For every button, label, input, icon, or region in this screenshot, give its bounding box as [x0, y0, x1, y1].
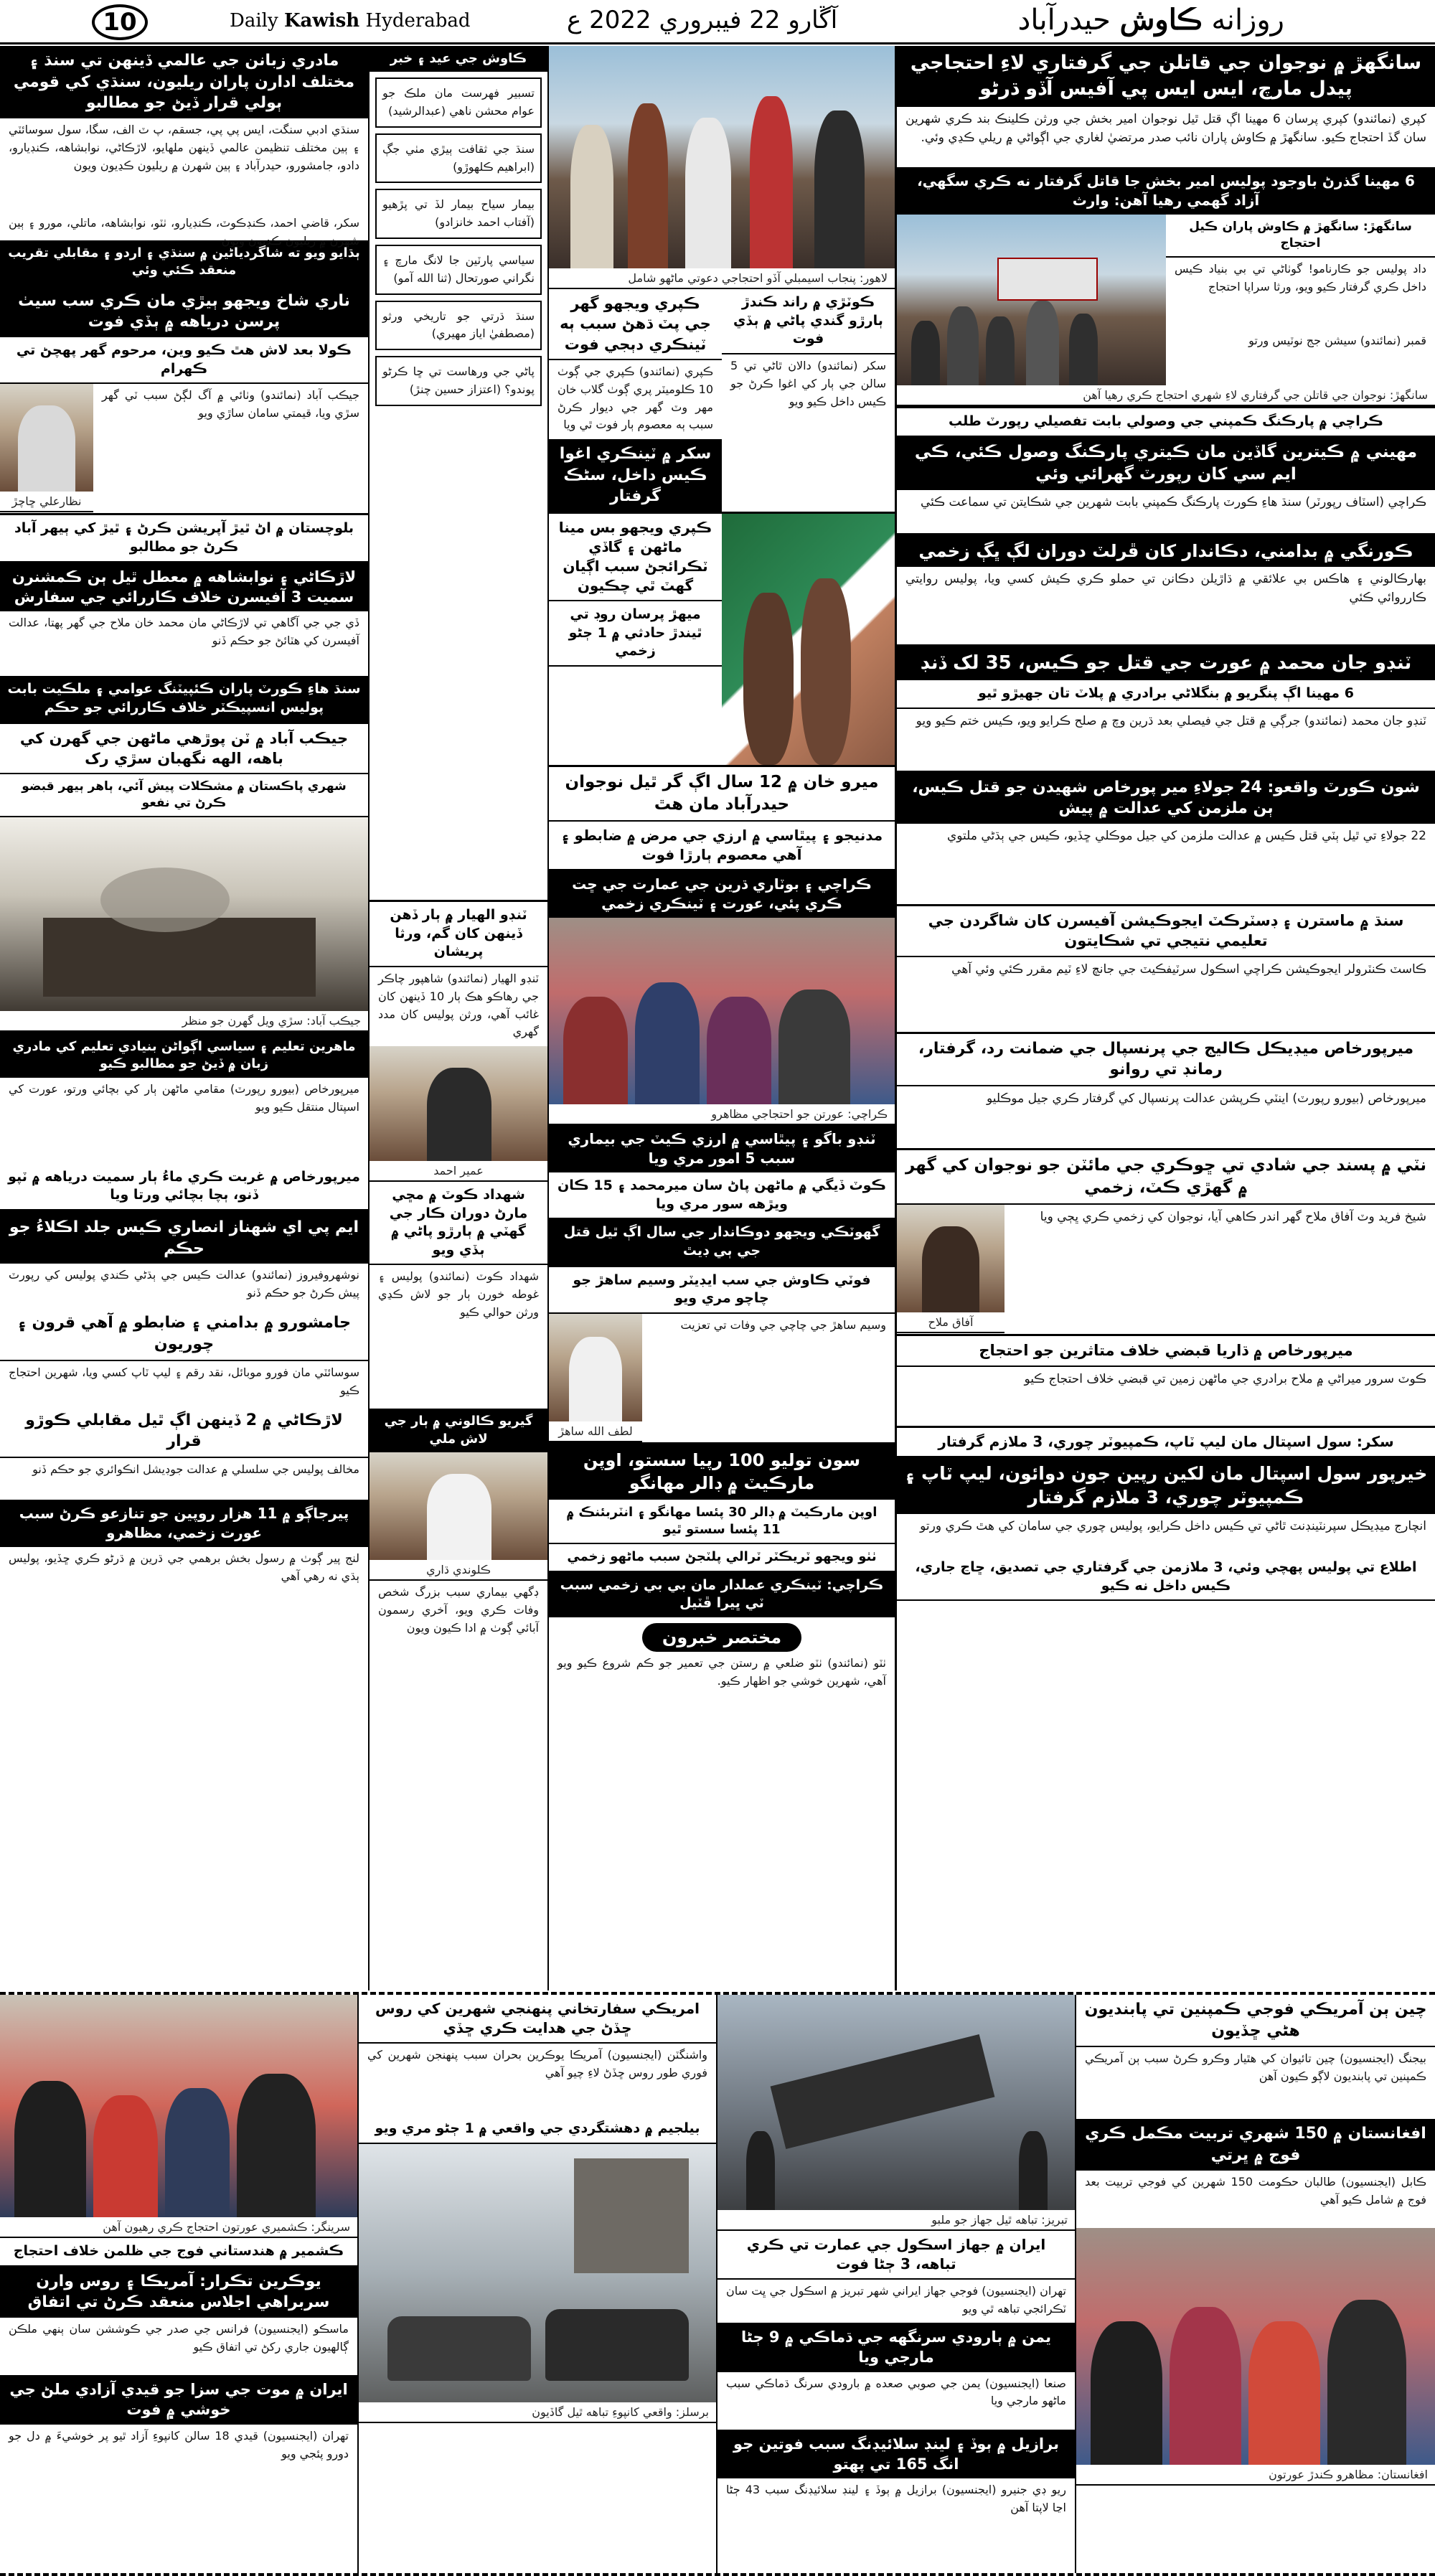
obituary-photo	[549, 1314, 642, 1421]
lead-subhead: 6 مهينا گذرڻ باوجود پوليس امير بخش جا قاتل گرفتار نه ڪري سگهي، آزاد گهمي رهيا آهن: وارث	[897, 167, 1435, 215]
masthead-title: روزانه ڪاوش حيدرآباد	[1017, 3, 1284, 37]
brief-title: سانگهڙ: سانگهڙ ۾ ڪاوش پاران ڪيل احتجاج	[1166, 215, 1435, 258]
afghan-women-photo	[1076, 2228, 1435, 2465]
middle-column: لاهور: پنجاب اسيمبلي آڏو احتجاجي دعوتي ماڻهو شامل ڪوٽڙي ۾ راند ڪندڙ ٻارڙو گندي پاڻي ۾ ٻڏي فوت سکر (نمائندو) دالان ٿاڻي تي 5 سالن جي ٻار کي اغوا ڪرڻ جو ڪيس داخل ڪيو ويو ڪپري ويجهو گهر جي پٽ ڌهڻ سبب ٻه ٽينڪري دٻجي فوت ڪپري (نمائندو) ڪپري جي ڳوٺ 10 ڪلوميٽر پري ڳوٺ گلاب خان مهر وٽ گهر جي ديوار ڪرڻ سبب ٻه معصوم ٻار فوت ٿي ويا سکر ۾ ٽينڪري اغوا ڪيس داخل، سڻڪ گرفتار ڪپري ويجهو بس مينا ماڻهن ۽ گاڏي ٽڪرائجڻ سبب اڳيان گهٽ ٿي چڪيون ميهڙ پرسان روڊ تي ٿيندڙ حادثي ۾ 1 ڄڻو زخمي ميرو خان ۾ 12 سال اڳ گر ٿيل نوجوان حيدرآباد مان هٿ مدنيجو ۽ پيٿاسي ۾ ارزي جي مرض ۾ ضابطو ۽ آهي معصوم ٻارڙا فوت ڪراچي ۽ بوٽاري ڌرين جي عمارت جي ڇت ڪري پئي، عورت ۽ ٽينڪري زخمي ڪراچي: عورتن جو احتجاجي مظاهرو ٽنڊو باگو ۽ پيٿاسي ۾ ارزي ڪيٽ جي بيماري سبب 5 امور مري ويا ڪوٽ ڏيگي ۾ ماڻهن پاڻ سان ميرمحمد ۽ 15 ڪان ويڙهه سور مري ويا گهوٽڪي ويجهو دوڪاندار جي سال اڳ ٿيل قتل جي ٻي ڊيٿ فوٽي ڪاوش جي سب ايڊيٽر وسيم ساهڙ جو چاچو مري ويو وسيم ساهڙ جي چاچي جي وفات تي تعزيت لطف الله ساهڙ سون توليو 100 رپيا سستو، اوپن مارڪيٽ ۾ ڊالر مهانگو اوپن مارڪيٽ ۾ ڊالر 30 پئسا مهانگو ۽ انٽربئنڪ ۾ 11 پئسا سستو ٿيو ٺٺو ويجهو ٽريڪٽر ٽرالي پلٽجڻ سبب ماڻهو زخمي ڪراچي: ٽينڪري عملدار مان بي بي زخمي سبب ٽي ڀيرا ڦٽيل مختصر خبرون ٺٽو (نمائندو) ٺٽو ضلعي ۾ رستن جي تعمير جو ڪم شروع ڪيو ويو آهي، شهرين خوشي جو اظهار ڪيو.	[549, 46, 897, 1990]
masthead	[0, 0, 1435, 44]
band-col-china: چين ٻن آمريڪي فوجي ڪمپنين تي پابنديون هڻي ڇڏيون بيجنگ (ايجنسيون) چين تائيوان کي هٿيار وڪرو ڪرڻ سبب ٻن آمريڪي ڪمپنين تي پابنديون لاڳو ڪيون آهن افغانستان ۾ 150 شهري تربيت مڪمل ڪري فوج ۾ ڀرتي ڪابل (ايجنسيون) طالبان حڪومت 150 شهرين کي فوجي تربيت بعد فوج ۾ شامل ڪيو آهي افغانستان: مظاهرو ڪندڙ عورتون	[1076, 1995, 1435, 2573]
lahore-photo-caption: لاهور: پنجاب اسيمبلي آڏو احتجاجي دعوتي ماڻهو شامل	[549, 268, 895, 289]
protest-banner	[997, 258, 1098, 301]
portrait-caption: آفاق ملاح	[897, 1312, 1004, 1333]
portrait-photo	[897, 1205, 1004, 1312]
story-nati: نٽي ۾ پسند جي شادي تي ڇوڪري جي مائٽن جو نوجوان کي گهر ۾ گهڙي ڪٽ، زخمي شيخ فريد وٽ آفاق ملاح گهر اندر ڪاهي آيا، نوجوان کي زخمي ڪري ڀڄي ويا آفاق ملاح	[897, 1148, 1435, 1334]
story-teachers: سنڌ ۾ ماسترن ۽ ڊسٽرڪٽ ايجوڪيشن آفيسرن کان شاگردن جي تعليمي نتيجي تي شڪايتون ڪاسٽ ڪنٽرولر ايجوڪيشن ڪراچي اسڪول سرٽيفڪيٽ جي جانچ لاءِ ٽيم مقرر ڪئي وئي آهي	[897, 904, 1435, 1032]
story-korangi: ڪورنگي ۾ بدامني، دڪاندار کان ڦرلٽ دوران لڳ ڀڳ زخمي بهارڪالوني ۽ هاڪس بي علائقي ۾ ڌاڙيلن دڪانن تي حملو ڪري ڪيش کسي ويا، پوليس روايتي ڪارروائي ڪئي	[897, 533, 1435, 644]
right-column	[897, 46, 1435, 1990]
karachi-protest-photo	[549, 918, 895, 1104]
boy-portrait	[370, 1046, 547, 1161]
story-tando-jan: ٽنڊو جان محمد ۾ عورت جي قتل جو ڪيس، 35 لک ڏنڊ 6 مهينا اڳ پنگريو ۾ بنگلاڻي برادري ۾ پلاٽ تان جهيڙو ٿيو ٽنڊو جان محمد (نمائندو) جرڳي ۾ قتل جي فيصلي بعد ڌرين وچ ۾ صلح ڪرايو ويو، ڪيس ختم ڪيو ويو	[897, 644, 1435, 771]
story-mirpurkhas-protest: ميرپورخاص ۾ ڌاريا قبضي خلاف متاثرين جو احتجاج ڪوٽ سرور ميراڻي ۾ ملاح برادري جي ماڻهن زمين تي قبضي خلاف احتجاج ڪيو	[897, 1334, 1435, 1425]
story-court: شون ڪورٽ واقعو: 24 جولاءِ مير پورخاص شهيدن جو قتل ڪيس، ٻن ملزمن کي عدالت ۾ پيش 22 جولاءِ تي ٿيل ٻٽي قتل ڪيس ۾ عدالت ملزمن کي جيل موڪلي ڇڏيو، ڪيس جي ٻڌڻي ملتوي	[897, 771, 1435, 904]
mother-language-headline: مادري زبانن جي عالمي ڏينهن تي سنڌ ۽ مختلف ادارن پاران ريليون، سنڌي کي قومي ٻولي قرار ڏيڻ جو مطالبو	[0, 46, 368, 118]
protest-photo	[897, 215, 1166, 385]
kashmir-protest-photo	[0, 1995, 357, 2217]
band-col-kashmir: سرينگر: ڪشميري عورتون احتجاج ڪري رهيون آهن ڪشمير ۾ هندستاني فوج جي ظلمن خلاف احتجاج يوڪرين تڪرار: آمريڪا ۽ روس وارن سربراهي اجلاس منعقد ڪرڻ تي اتفاق ماسڪو (ايجنسيون) فرانس جي صدر جي ڪوششن سان ٻنهي ملڪن ڳالهيون جاري رکڻ تي اتفاق ڪيو ايران ۾ موت جي سزا جو قيدي آزادي ملڻ جي خوشي ۾ فوت تهران (ايجنسيون) قيدي 18 سالن کانپوءِ آزاد ٿيو پر خوشيءَ ۾ دل جو دورو پئجي ويو	[0, 1995, 359, 2573]
brief-body: داد پوليس جو ڪارنامو! گوٺاڻي تي بي بنياد ڪيس داخل ڪري گرفتار ڪيو ويو، ورثا سراپا احتجاج	[1175, 261, 1426, 293]
international-news-band	[0, 1992, 1435, 2576]
lahore-photo	[549, 46, 895, 268]
protest-photo-caption: سانگهڙ: نوجوان جي قاتلن جي گرفتاري لاءِ شهري احتجاج ڪري رهيا آهن	[897, 385, 1435, 406]
daily-name-english: Daily Kawish Hyderabad	[230, 10, 471, 32]
lead-story	[897, 46, 1435, 406]
drowned-man-portrait	[0, 384, 93, 492]
flag-photo	[722, 514, 895, 765]
story-hospital-theft: سکر: سول اسپتال مان ليپ ٽاپ، ڪمپيوٽر چوري، 3 ملازم گرفتار خيرپور سول اسپتال مان لکين رپين جون دوائون، ليپ ٽاپ ۽ ڪمپيوٽر چوري، 3 ملازم گرفتار انچارج ميڊيڪل سپرنٽينڊنٽ ٿاڻي تي ڪيس داخل ڪرايو، پوليس چوري جي سامان کي هٿ ڪري ورتو اطلاع تي پوليس پهچي وئي، 3 ملازمن جي گرفتاري جي تصديق، ڇاڃ جاري، ڪيس داخل نه ڪيو	[897, 1426, 1435, 1602]
mid-left-column: ڪاوش جي عيد ۽ خبر تسبير فهرست مان ملڪ جو عوام محشن ناهي (عبدالرشيد) سنڌ جي ثقافت ٻيڙي مٺي جڳ (ابراهيم ڪلهوڙو) بيمار سياح بيمار لڏ تي پڙهيو (آفتاب احمد خانزادو) سياسي پارٽين جا لانگ مارچ ۽ نگراني صورتحال (ثنا الله آمو) سنڌ ڌرتي جو تاريخي ورثو (مصطفيٰ اياز مهيري) پاڻي جي ورهاست تي ڇا ڪرڻو پوندو؟ (اعتزاز حسين چنڙ) ٽنڊو الهيار ۾ ٻار ڏهن ڏينهن کان گم، ورثا پريشان ٽنڊو الهيار (نمائندو) شاهپور چاڪر جي رهاڪو هڪ ٻار 10 ڏينهن کان غائب آهي، ورثن پوليس کان مدد گهري عمير احمد شهداد ڪوٽ ۾ مڇي مارڻ دوران ڪار جي گهٽي ۾ ٻارڙو پاڻي ۾ ٻڏي ويو شهداد ڪوٽ (نمائندو) پوليس ۽ غوطه خورن ٻار جو لاش ڪڍي ورثن حوالي ڪيو گيريو ڪالوني ۾ ٻار جي لاش ملي ڪلوندي ڌاري ڊگهي بيماري سبب بزرگ شخص وفات ڪري ويو، آخري رسمون آبائي ڳوٺ ۾ ادا ڪيون ويون	[370, 46, 549, 1990]
lead-headline: سانگهڙ ۾ نوجوان جي قاتلن جي گرفتاري لاءِ احتجاجي پيدل مارچ، ايس ايس پي آفيس آڏو ڌرڻو	[897, 46, 1435, 107]
elder-portrait	[370, 1452, 547, 1560]
issue-date: آڱارو 22 فيبروري 2022 ع	[567, 6, 838, 34]
brief-news-title: مختصر خبرون	[642, 1623, 801, 1652]
features-box: ڪاوش جي عيد ۽ خبر تسبير فهرست مان ملڪ جو عوام محشن ناهي (عبدالرشيد) سنڌ جي ثقافت ٻيڙي مٺي جڳ (ابراهيم ڪلهوڙو) بيمار سياح بيمار لڏ تي پڙهيو (آفتاب احمد خانزادو) سياسي پارٽين جا لانگ مارچ ۽ نگراني صورتحال (ثنا الله آمو) سنڌ ڌرتي جو تاريخي ورثو (مصطفيٰ اياز مهيري) پاڻي جي ورهاست تي ڇا ڪرڻو پوندو؟ (اعتزاز حسين چنڙ)	[370, 46, 547, 900]
story-medical-college: ميرپورخاص ميڊيڪل ڪاليج جي پرنسپال جي ضمانت رد، گرفتار، رمانڊ تي روانو ميرپورخاص (بيورو رپورٽ) اينٽي ڪرپشن عدالت پرنسپال کي گرفتار ڪري جيل موڪليو	[897, 1032, 1435, 1148]
page-number: 10	[92, 4, 148, 40]
burnt-houses-photo	[0, 817, 368, 1011]
brief-body-2: قمبر (نمائندو) سيشن جج نوٽيس ورتو	[1248, 333, 1426, 347]
band-col-iran-jet: تبريز: تباهه ٿيل جهاز جو ملبو ايران ۾ جهاز اسڪول جي عمارت تي ڪري تباهه، 3 ڄڻا فوت تهران (ايجنسيون) فوجي جهاز ايراني شهر تبريز ۾ اسڪول جي ڀت سان ٽڪرائجي تباهه ٿي ويو يمن ۾ ٻارودي سرنگهه جي ڌماڪي ۾ 9 ڄڻا مارجي ويا صنعا (ايجنسيون) يمن جي صوبي صعده ۾ بارودي سرنگ ڌماڪي سبب ماڻهو مارجي ويا برازيل ۾ ٻوڏ ۽ لينڊ سلائيڊنگ سبب فوتين جو انگ 165 تي پهتو ريو ڊي جنيرو (ايجنسيون) برازيل ۾ ٻوڏ ۽ لينڊ سلائيڊنگ سبب 43 ڄڻا اڃا لاپتا آهن	[718, 1995, 1076, 2573]
band-col-us-russia: امريڪي سفارتخاني پنهنجي شهرين کي روس ڇڏڻ جي هدايت ڪري ڇڏي واشنگٽن (ايجنسيون) آمريڪا يوڪرين بحران سبب پنهنجن شهرين کي فوري طور روس ڇڏڻ لاءِ چيو آهي بيلجيم ۾ دهشتگردي جي واقعي ۾ 1 ڄڻو مري ويو برسلز: واقعي کانپوءِ تباهه ٿيل گاڏيون	[359, 1995, 718, 2573]
lead-body: کپري (نمائندو) کپري پرسان 6 مهينا اڳ قتل ٿيل نوجوان امير بخش جي ورثن ڪلينڪ بند ڪري شهرين سان گڏ احتجاج ڪيو. سانگهڙ ۾ ڪاوش پاران نائب صدر مرتضيٰ لغاري جي اڳواڻي ۾ ريلي ڪڍي وئي.	[905, 111, 1426, 146]
brief-news-box: مختصر خبرون ٺٽو (نمائندو) ٺٽو ضلعي ۾ رستن جي تعمير جو ڪم شروع ڪيو ويو آهي، شهرين خوشي جو اظهار ڪيو.	[549, 1617, 895, 1724]
left-column: مادري زبانن جي عالمي ڏينهن تي سنڌ ۽ مختلف ادارن پاران ريليون، سنڌي کي قومي ٻولي قرار ڏيڻ جو مطالبو سنڌي ادبي سنگت، ايس پي پي، جسقم، پ ٽ الف، سگا، سول سوسائٽي ۽ ٻين مختلف تنظيمن عالمي ڏينهن ملهايو، لاڙڪاڻي، نوابشاهه، ڪنڊيارو، دادو، جامشورو، حيدرآباد ۽ ٻين شهرن ۾ ريليون ڪڍيون ويون سکر، قاضي احمد، ڪنڊڪوٽ، ڪنڊيارو، ٺٽو، نوابشاهه، ماتلي، مورو ۽ ٻين شهرن ۾ ريليون ڪڍيون ويون ٻڌايو ويو ته شاگردياڻين ۾ سنڌي ۽ اردو ۽ مقابلي تقريب منعقد ڪئي وئي ناري شاخ ويجهو ٻيڙي مان ڪري سب سيٺ پرسن درياهه ۾ ٻڏي فوت ڪولا بعد لاش هٿ ڪيو وين، مرحوم گهر پهچڻ تي ڪهرام جيڪب آباد (نمائندو) وٺائي ۾ آگ لڳڻ سبب ٽي گهر سڙي ويا، قيمتي سامان ساڙي ويو نظارعلي ڇاچڙ بلوچستان ۾ اڻ ٿيڙ آپريشن ڪرڻ ۽ ٿيڙ کي ٻيهر آباد ڪرڻ جو مطالبو لاڙڪاڻي ۽ نوابشاهه ۾ معطل ٿيل ٻن ڪمشنرن سميت 3 آفيسرن خلاف ڪاررائي جي سفارش ڏي جي جي آگاهي تي لاڙڪاڻي مان محمد خان ملاح جي گهر پهتا، عدالت آفيسرن کي هٽائڻ جو حڪم ڏنو سنڌ هاءِ ڪورٽ پاران ڪئپيٽنگ عوامي ۽ ملڪيت بابت پوليس انسپيڪٽر خلاف ڪاررائي جو حڪم جيڪب آباد ۾ ٽن پوڙهي ماڻهن جي گهرن کي باهه، الهه نگهبان سڙي رک شهري پاڪستان ۾ مشڪلات پيش آئي، ٻاهر ٻيهر قبضو ڪرڻ تي نفعو جيڪب آباد: سڙي ويل گهرن جو منظر ماهرين تعليم ۽ سياسي اڳواڻن بنيادي تعليم کي مادري زبان ۾ ڏيڻ جو مطالبو ڪيو ميرپورخاص (بيورو رپورٽ) مقامي ماڻهن ٻار کي بچائي ورتو، عورت کي اسپتال منتقل ڪيو ويو ميرپورخاص ۾ غربت ڪري ماءُ ٻار سميت درياهه ۾ ٽپو ڏنو، ٻچا بچائي ورتا ويا ايم پي اي شهناز انصاري ڪيس جلد اڪلاءُ جو حڪم نوشهروفيروز (نمائندو) عدالت ڪيس جي ٻڌڻي ڪندي پوليس کي رپورٽ پيش ڪرڻ جو حڪم ڏنو جامشورو ۾ بدامني ۽ ضابطو ۾ آهي قرون ۽ چوريون سوسائٽي مان فورو موبائل، نقد رقم ۽ ليپ ٽاپ کسي ويا، شهرين احتجاج ڪيو لاڙڪاڻي ۾ 2 ڏينهن اڳ ٿيل مقابلي ڪوڙو قرار مخالف پوليس جي سلسلي ۾ عدالت جوڊيشل انڪوائري جو حڪم ڏنو پيرجاڳو ۾ 11 هزار روپين جو تنازعو ڪرڻ سبب عورت زخمي، مظاهرو لنج پير ڳوٺ ۾ رسول بخش برهمي جي ڌرين ۾ ڌرڻو ڪري ڇڏيو، پوليس ٻڌي نه رهي آهي	[0, 46, 370, 1990]
jet-wreck-photo	[718, 1995, 1075, 2210]
story-parking: ڪراچي ۾ پارڪنگ ڪمپني جي وصولي بابت تفصيلي رپورٽ طلب مهيني ۾ ڪيترين گاڏين مان ڪيتري پارڪنگ وصول ڪئي، ڪي ايم سي کان رپورٽ گهرائي وئي ڪراچي (اسٽاف رپورٽر) سنڌ هاءِ ڪورٽ پارڪنگ ڪمپني بابت شهرين جي شڪايتن تي سماعت ڪئي	[897, 406, 1435, 533]
burnt-cars-photo	[359, 2144, 716, 2402]
